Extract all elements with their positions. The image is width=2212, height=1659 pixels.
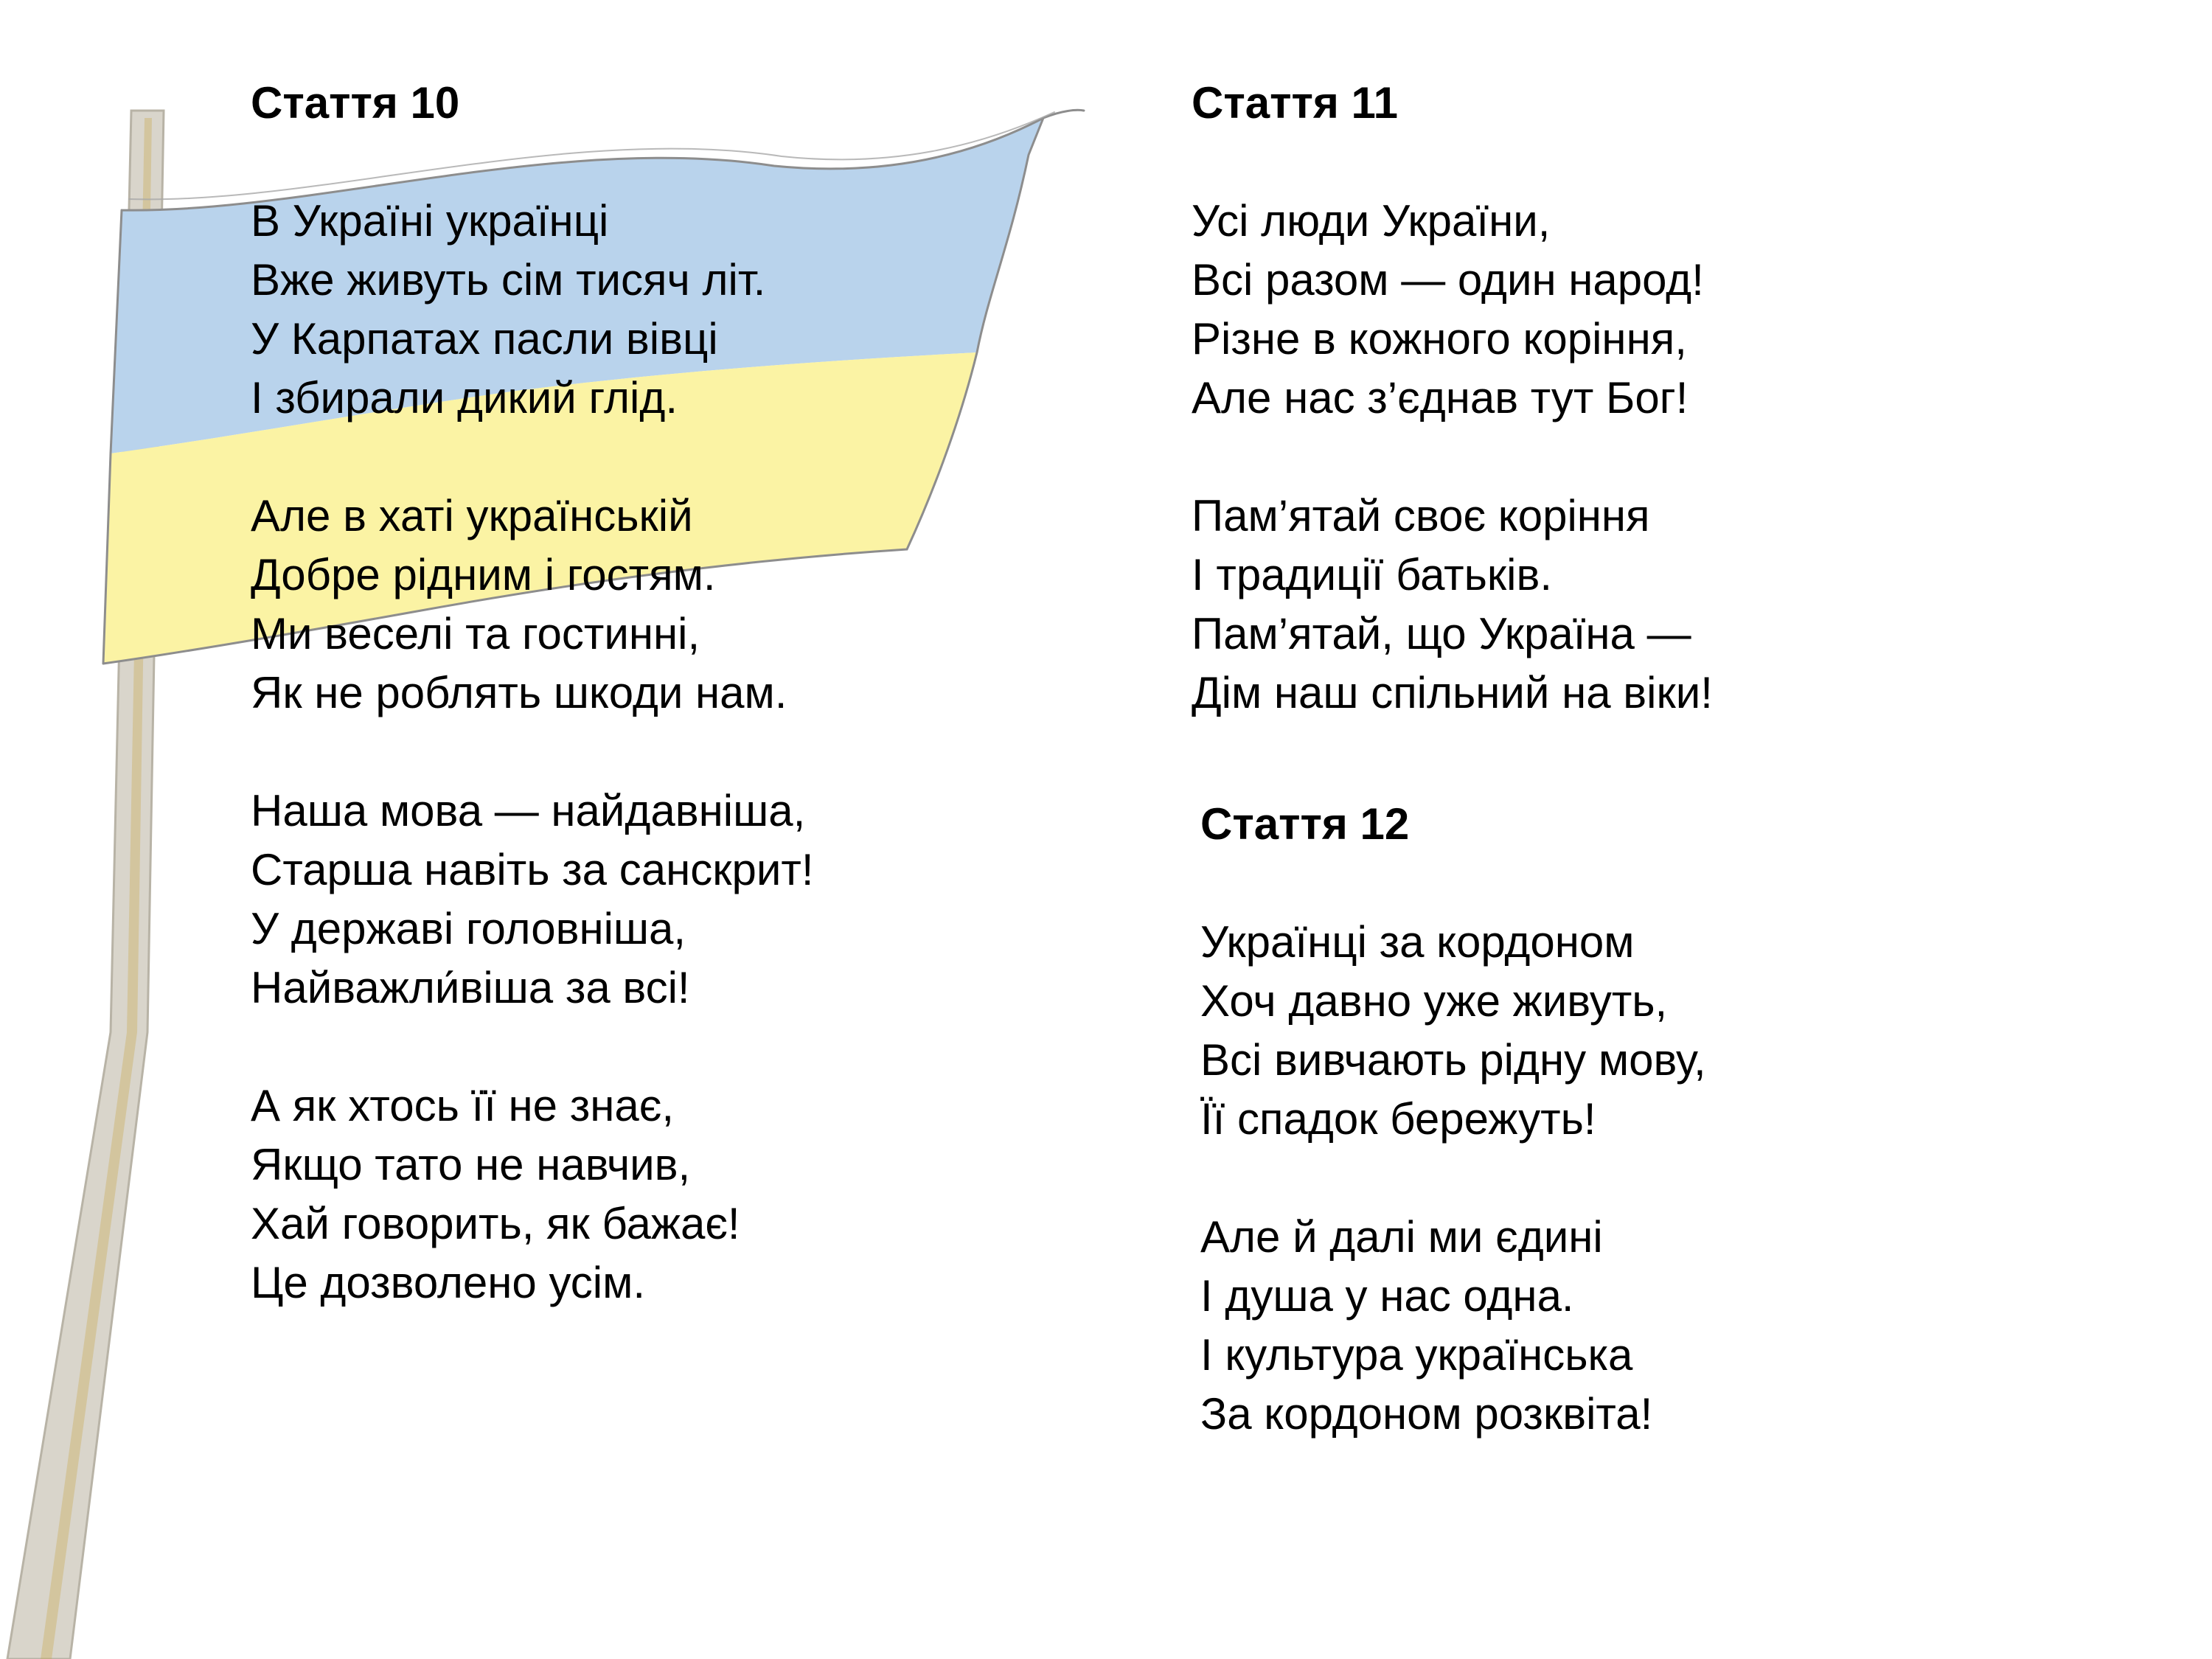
verse-line: Всі вивчають рідну мову, [1200, 1035, 1706, 1085]
article-11 [1192, 74, 2150, 782]
verse-line: Всі разом — один народ! [1192, 255, 1704, 305]
verse-line: Найважли́віша за всі! [251, 963, 690, 1012]
verse-line: І душа у нас одна. [1200, 1271, 1574, 1321]
verse-line: Хоч давно уже живуть, [1200, 976, 1668, 1026]
verse-line: Хай говорить, як бажає! [251, 1199, 740, 1248]
article-10-stanza-3 [251, 782, 1135, 1018]
verse-line: В Україні українці [251, 196, 609, 246]
article-10-stanza-1 [251, 192, 1135, 428]
article-10-stanza-4 [251, 1077, 1135, 1312]
verse-line: За кордоном розквіта! [1200, 1389, 1653, 1439]
article-10 [251, 74, 1135, 1371]
verse-line: У державі головніша, [251, 904, 686, 953]
verse-line: І збирали дикий глід. [251, 373, 678, 422]
article-11-stanza-2 [1192, 487, 2150, 723]
verse-line: Пам’ятай, що Україна — [1192, 609, 1691, 658]
article-12 [1200, 795, 2159, 1503]
verse-line: І культура українська [1200, 1330, 1633, 1380]
verse-line: Усі люди України, [1192, 196, 1551, 246]
verse-line: Наша мова — найдавніша, [251, 786, 806, 835]
verse-line: Різне в кожного коріння, [1192, 314, 1687, 364]
article-12-title: Стаття 12 [1200, 799, 1410, 849]
verse-line: Добре рідним і гостям. [251, 550, 716, 599]
article-11-stanza-1 [1192, 192, 2150, 428]
verse-line: А як хтось її не знає, [251, 1081, 675, 1130]
verse-line: Її спадок бережуть! [1200, 1094, 1596, 1144]
verse-line: Вже живуть сім тисяч літ. [251, 255, 766, 305]
verse-line: Старша навіть за санскрит! [251, 845, 814, 894]
verse-line: Українці за кордоном [1200, 917, 1635, 967]
verse-line: Пам’ятай своє коріння [1192, 491, 1650, 540]
verse-line: Ми веселі та гостинні, [251, 609, 700, 658]
verse-line: Це дозволено усім. [251, 1258, 646, 1307]
article-12-stanza-1 [1200, 913, 2159, 1149]
verse-line: Дім наш спільний на віки! [1192, 668, 1713, 717]
verse-line: Як не роблять шкоди нам. [251, 668, 787, 717]
verse-line: І традиції батьків. [1192, 550, 1553, 599]
verse-line: Але й далі ми єдині [1200, 1212, 1603, 1262]
article-12-stanza-2 [1200, 1208, 2159, 1444]
article-10-title: Стаття 10 [251, 78, 460, 128]
article-11-title: Стаття 11 [1192, 78, 1398, 128]
verse-line: Але в хаті українській [251, 491, 693, 540]
verse-line: Але нас з’єднав тут Бог! [1192, 373, 1688, 422]
verse-line: Якщо тато не навчив, [251, 1140, 691, 1189]
verse-line: У Карпатах пасли вівці [251, 314, 718, 364]
article-10-stanza-2 [251, 487, 1135, 723]
